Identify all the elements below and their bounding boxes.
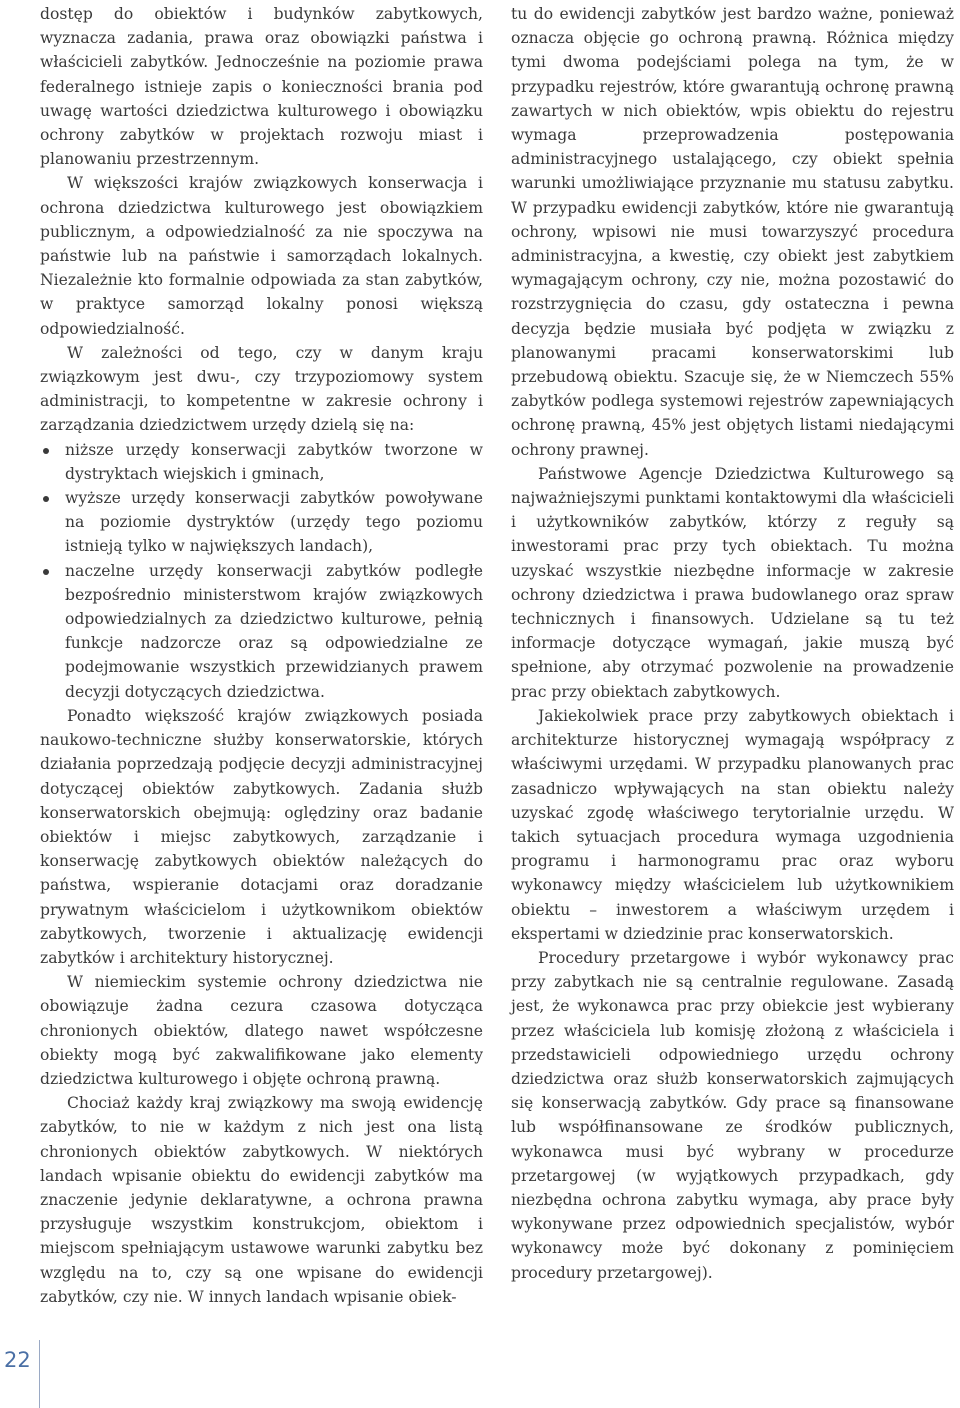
right-paragraph-4: Procedury przetargowe i wybór wykonawcy prac przy zabytkach nie są centralnie regulowane. Zasadą jest, że wykonawca prac przy obiekcie jest wybierany przez właściciela lub komisję złożoną z właściciela i przedstawicieli odpowiedniego urzędu ochrony dziedzictwa oraz służb konserwatorskich zajmujących się konserwacją zabytków. Gdy prace są finansowane lub współfinansowane ze środków publicznych, wykonawca musi być wybrany w procedurze przetargowej (w wyjątkowych przypadkach, gdy niezbędna ochrona zabytku wymaga, aby prace były wykonywane przez odpowiednich specjalistów, wybór wykonawcy może być dokonany z pominięciem procedury przetargowej). <box>511 948 954 1282</box>
office-levels-list <box>40 438 483 704</box>
left-paragraph-2: W większości krajów związkowych konserwacja i ochrona dziedzictwa kulturowego jest obowiązkiem publicznym, a odpowiedzialność za nie spoczywa na państwie lub na państwie i samorządach lokalnych. Niezależnie kto formalnie odpowiada za stan zabytków, w praktyce samorząd lokalny ponosi większą odpowiedzialność. <box>40 174 483 338</box>
right-paragraph-3: Jakiekolwiek prace przy zabytkowych obiektach i architekturze historycznej wymagają współpracy z właściwymi urzędami. W przypadku planowanych prac zasadniczo wpływających na stan obiektu należy uzyskać zgodę właściwego terytorialnie urzędu. W takich sytuacjach procedura wymaga uzgodnienia programu i harmonogramu prac oraz wyboru wykonawcy między właścicielem lub użytkownikiem obiektu – inwestorem a właściwym urzędem i ekspertami w dziedzinie prac konserwatorskich. <box>511 706 954 943</box>
left-paragraph-1: dostęp do obiektów i budynków zabytkowych, wyznacza zadania, prawa oraz obowiązki państwa i właścicieli zabytków. Jednocześnie na poziomie prawa federalnego istnieje zapis o konieczności brania pod uwagę wartości dziedzictwa kulturowego i obowiązku ochrony zabytków w projektach rozwoju miast i planowaniu przestrzennym. <box>40 5 483 169</box>
right-column <box>511 2 954 1285</box>
right-paragraph-1: tu do ewidencji zabytków jest bardzo ważne, ponieważ oznacza objęcie go ochroną prawną. Różnica między tymi dwoma podejściami polega na tym, że w przypadku rejestrów, które gwarantują ochronę prawną zawartych w nich obiektów, wpis obiektu do rejestru wymaga przeprowadzenia postępowania administracyjnego ustalającego, czy obiekt spełnia warunki umożliwiające przyznanie mu statusu zabytku. W przypadku ewidencji zabytków, które nie gwarantują ochrony, wpisowi nie musi towarzyszyć procedura administracyjna, a kwestię, czy obiekt jest zabytkiem wymagającym ochrony, czy nie, można pozostawić do rozstrzygnięcia do czasu, gdy ostateczna i pewna decyzja będzie musiała być podjęta w związku z planowanymi pracami konserwatorskimi lub przebudową obiektu. Szacuje się, że w Niemczech 55% zabytków podlega systemowi rejestrów zapewniających ochronę prawną, 45% jest objętych listami niedającymi ochrony prawnej. <box>511 5 954 459</box>
left-paragraph-4: Ponadto większość krajów związkowych posiada naukowo-techniczne służby konserwatorskie, których działania poprzedzają podjęcie decyzji administracyjnej dotyczącej obiektów zabytkowych. Zadania służb konserwatorskich obejmują: oględziny oraz badanie obiektów i miejsc zabytkowych, zarządzanie i konserwację zabytkowych obiektów należących do państwa, wspieranie dotacjami oraz doradzanie prywatnym właścicielom i użytkownikom obiektów zabytkowych, tworzenie i aktualizację ewidencji zabytków i architektury historycznej. <box>40 706 483 967</box>
list-item: naczelne urzędy konserwacji zabytków podległe bezpośrednio ministerstwom krajów związkowych odpowiedzialnych za dziedzictwo kulturowe, pełnią funkcje nadzorcze oraz są odpowiedzialne ze podejmowanie wszystkich przewidzianych prawem decyzji dotyczących dziedzictwa. <box>40 559 483 704</box>
right-paragraph-2: Państwowe Agencje Dziedzictwa Kulturowego są najważniejszymi punktami kontaktowymi dla właścicieli i użytkowników zabytków, którzy z reguły są inwestorami prac przy tych obiektach. Tu można uzyskać wszystkie niezbędne informacje w zakresie ochrony dziedzictwa i prawa budowlanego oraz spraw technicznych i finansowych. Udzielane są tu też informacje dotyczące wymagań, jakie muszą być spełnione, aby otrzymać pozwolenie na prowadzenie prac przy obiektach zabytkowych. <box>511 464 954 701</box>
left-paragraph-5: W niemieckim systemie ochrony dziedzictwa nie obowiązuje żadna cezura czasowa dotycząca chronionych obiektów, dlatego nawet współczesne obiekty mogą być zakwalifikowane jako elementy dziedzictwa kulturowego i objęte ochroną prawną. <box>40 973 483 1088</box>
list-item: niższe urzędy konserwacji zabytków tworzone w dystryktach wiejskich i gminach, <box>40 438 483 486</box>
left-column <box>40 2 483 1309</box>
page-number: 22 <box>4 1348 31 1372</box>
list-item: wyższe urzędy konserwacji zabytków powoływane na poziomie dystryktów (urzędy tego poziomu istnieją tylko w największych landach), <box>40 486 483 559</box>
left-paragraph-3: W zależności od tego, czy w danym kraju związkowym jest dwu-, czy trzypoziomowy system administracji, to kompetentne w zakresie ochrony i zarządzania dziedzictwem urzędy dzielą się na: <box>40 343 483 435</box>
margin-rule <box>39 1340 40 1408</box>
left-paragraph-6: Chociaż każdy kraj związkowy ma swoją ewidencję zabytków, to nie w każdym z nich jest ona listą chronionych obiektów zabytkowych. W niektórych landach wpisanie obiektu do ewidencji zabytków ma znaczenie jedynie deklaratywne, a ochrona prawna przysługuje wszystkim konstrukcjom, obiektom i miejscom spełniającym ustawowe warunki zabytku bez względu na to, czy są one wpisane do ewidencji zabytków, czy nie. W innych landach wpisanie obiek- <box>40 1094 483 1306</box>
